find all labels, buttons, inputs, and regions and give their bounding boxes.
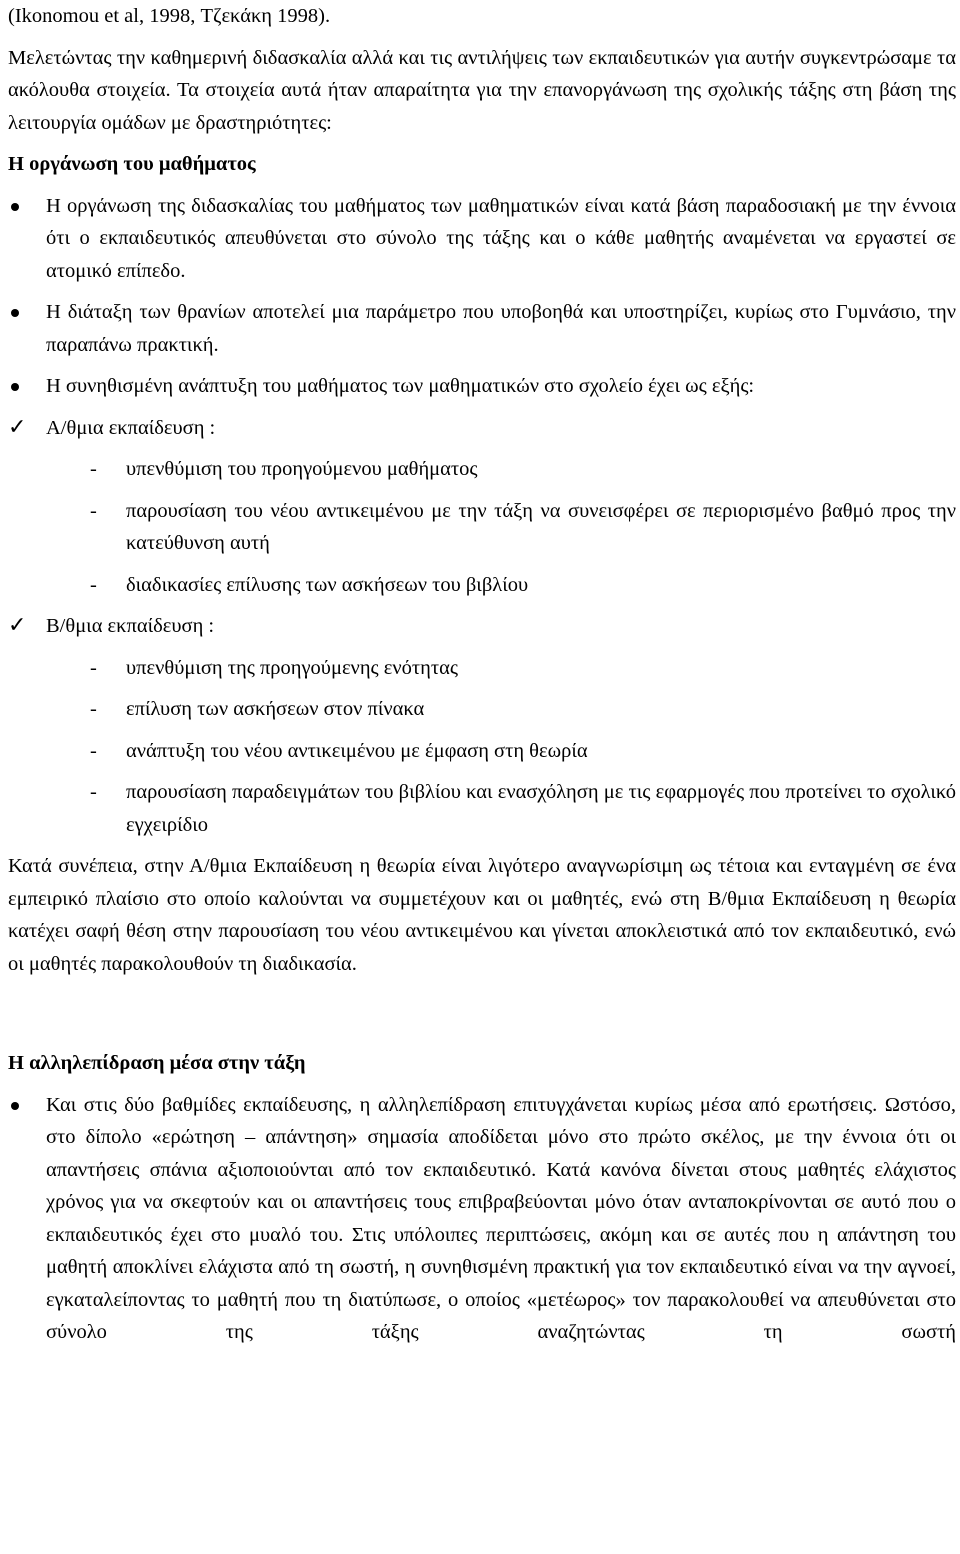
dash-item	[8, 652, 956, 685]
section-spacer	[8, 980, 956, 1038]
bullet-icon	[11, 1102, 19, 1110]
intro-paragraph: Μελετώντας την καθημερινή διδασκαλία αλλά και τις αντιλήψεις των εκπαιδευτικών για αυτήν συγκεντρώσαμε τα ακόλουθα στοιχεία. Τα στοιχεία αυτά ήταν απαραίτητα για την επανοργάνωση της σχολικής τάξης στη βάση της λειτουργία ομάδων με δραστηριότητες:	[8, 46, 956, 134]
bullet-text: Και στις δύο βαθμίδες εκπαίδευσης, η αλληλεπίδραση επιτυγχάνεται κυρίως μέσα από ερωτήσεις. Ωστόσο, στο δίπολο «ερώτηση – απάντηση» σημασία αποδίδεται μόνο στο πρώτο σκέλος, με την έννοια ότι οι απαντήσεις σπάνια αξιοποιούνται από τον εκπαιδευτικό. Κατά κανόνα δίνεται στους μαθητές ελάχιστος χρόνος για να σκεφτούν και οι απαντήσεις τους επιβραβεύονται μόνο όταν ανταποκρίνονται σε αυτό που ο εκπαιδευτικός έχει στο μυαλό του. Στις υπόλοιπες περιπτώσεις, ακόμη και σε αυτές που η απάντηση του μαθητή αποκλίνει ελάχιστα από τη σωστή, η συνηθισμένη πρακτική για τον εκπαιδευτικό είναι να την αγνοεί, εγκαταλείποντας το μαθητή που τη διατύπωσε, ο οποίος «μετέωρος» τον παρακολουθεί να απευθύνεται στο σύνολο της τάξης αναζητώντας τη σωστή	[46, 1093, 956, 1343]
dash-item	[8, 735, 956, 768]
bullet-item	[8, 1089, 956, 1349]
secondary-education-label: Β/θμια εκπαίδευση :	[46, 615, 215, 637]
dash-text: παρουσίαση παραδειγμάτων του βιβλίου και ενασχόληση με τις εφαρμογές που προτείνει το σχολικό εγχειρίδιο	[126, 781, 956, 836]
dash-text: διαδικασίες επίλυσης των ασκήσεων του βιβλίου	[126, 573, 529, 596]
bullet-icon	[11, 203, 19, 211]
bullet-text: Η οργάνωση της διδασκαλίας του μαθήματος των μαθηματικών είναι κατά βάση παραδοσιακή με την έννοια ότι ο εκπαιδευτικός απευθύνεται στο σύνολο της τάξης και ο κάθε μαθητής αναμένεται να εργαστεί σε ατομικό επίπεδο.	[46, 194, 956, 282]
bullet-icon	[11, 309, 19, 317]
dash-item	[8, 453, 956, 486]
dash-item	[8, 569, 956, 602]
conclusion-paragraph: Κατά συνέπεια, στην Α/θμια Εκπαίδευση η θεωρία είναι λιγότερο αναγνωρίσιμη ως τέτοια και ενταγμένη σε ένα εμπειρικό πλαίσιο στο οποίο καλούνται να συμμετέχουν και οι μαθητές, ενώ στη Β/θμια Εκπαίδευση η θεωρία κατέχει σαφή θέση στην παρουσίαση του νέου αντικειμένου και γίνεται αποκλειστικά από τον εκπαιδευτικό, ενώ οι μαθητές παρακολουθούν τη διαδικασία.	[8, 855, 956, 975]
dash-icon: -	[90, 499, 97, 522]
section-heading-organization: Η οργάνωση του μαθήματος	[8, 153, 256, 175]
bullet-item	[8, 296, 956, 361]
dash-icon: -	[90, 739, 97, 762]
section-heading-interaction: Η αλληλεπίδραση μέσα στην τάξη	[8, 1052, 306, 1074]
dash-item	[8, 495, 956, 560]
check-item-secondary	[8, 610, 956, 643]
dash-item	[8, 776, 956, 841]
dash-text: επίλυση των ασκήσεων στον πίνακα	[126, 698, 425, 720]
bullet-text: Η διάταξη των θρανίων αποτελεί μια παράμετρο που υποβοηθά και υποστηρίζει, κυρίως στο Γυμνάσιο, την παραπάνω πρακτική.	[46, 301, 956, 356]
dash-text: υπενθύμιση του προηγούμενου μαθήματος	[126, 458, 478, 480]
bullet-icon	[11, 383, 19, 391]
dash-text: ανάπτυξη του νέου αντικειμένου με έμφαση στη θεωρία	[126, 739, 588, 762]
bullet-text: Η συνηθισμένη ανάπτυξη του μαθήματος των μαθηματικών στο σχολείο έχει ως εξής:	[46, 375, 755, 397]
bullet-item	[8, 190, 956, 288]
dash-item	[8, 693, 956, 726]
dash-icon: -	[90, 656, 97, 679]
dash-icon: -	[90, 781, 97, 803]
bullet-item	[8, 370, 956, 403]
check-item-primary	[8, 412, 956, 445]
primary-education-label: Α/θμια εκπαίδευση :	[46, 416, 216, 439]
dash-icon: -	[90, 458, 97, 480]
checkmark-icon: ✓	[8, 613, 27, 638]
intro-citation: (Ikonomou et al, 1998, Τζεκάκη 1998).	[8, 5, 331, 27]
dash-text: υπενθύμιση της προηγούμενης ενότητας	[126, 656, 458, 679]
dash-text: παρουσίαση του νέου αντικειμένου με την τάξη να συνεισφέρει σε περιορισμένο βαθμό προς την κατεύθυνση αυτή	[126, 499, 956, 554]
checkmark-icon: ✓	[8, 414, 27, 440]
dash-icon: -	[90, 573, 97, 596]
dash-icon: -	[90, 698, 97, 720]
